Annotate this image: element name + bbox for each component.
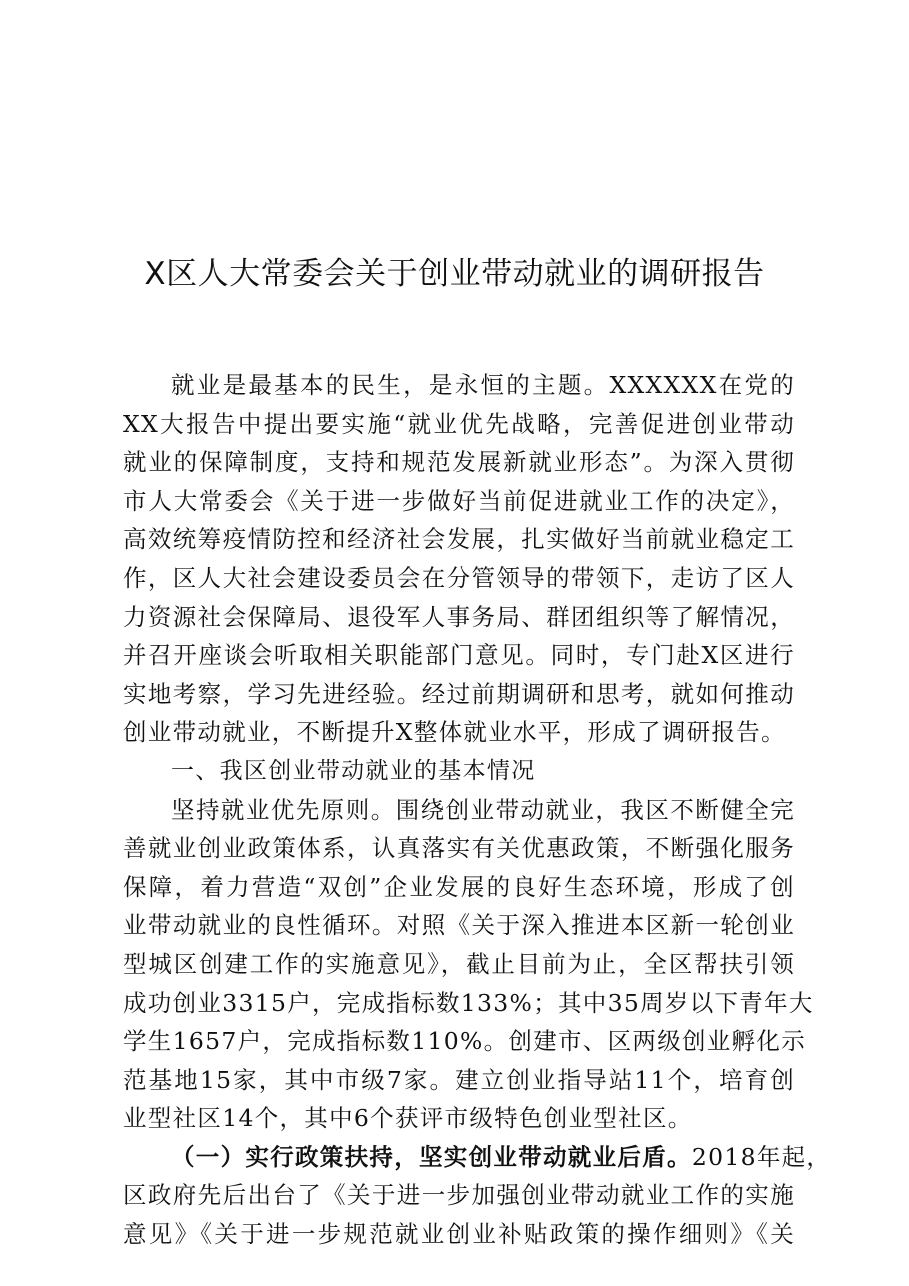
paragraph-2-line: 业型社区14个，其中6个获评市级特色创业型社区。: [123, 1104, 693, 1133]
document-body: [123, 366, 832, 1254]
paragraph-2-line: 学生1657户，完成指标数110%。创建市、区两级创业孵化示: [123, 1027, 806, 1056]
paragraph-2-line: 善就业创业政策体系，认真落实有关优惠政策，不断强化服务: [123, 834, 795, 863]
paragraph-3-line: [123, 1138, 832, 1177]
paragraph-2-line: 型城区创建工作的实施意见》，截止目前为止，全区帮扶引领: [123, 949, 795, 978]
paragraph-2-line: 坚持就业优先原则。围绕创业带动就业，我区不断健全完: [171, 795, 795, 824]
paragraph-1-line: 力资源社会保障局、退役军人事务局、群团组织等了解情况，: [123, 602, 795, 631]
paragraph-1-line: 就业的保障制度，支持和规范发展新就业形态”。为深入贯彻: [123, 448, 795, 477]
paragraph-3-line: 区政府先后出台了《关于进一步加强创业带动就业工作的实施: [123, 1181, 795, 1210]
paragraph-3-text: 2018年起，: [691, 1142, 832, 1171]
paragraph-1-line: 就业是最基本的民生，是永恒的主题。XXXXXX在党的: [171, 371, 795, 399]
section-heading: 一、我区创业带动就业的基本情况: [171, 757, 536, 784]
paragraph-1-line: 作，区人大社会建设委员会在分管领导的带领下，走访了区人: [123, 563, 795, 592]
paragraph-1-line: 创业带动就业，不断提升X整体就业水平，形成了调研报告。: [123, 718, 786, 747]
paragraph-2-line: 范基地15家，其中市级7家。建立创业指导站11个，培育创: [123, 1065, 795, 1094]
paragraph-1-line: 实地考察，学习先进经验。经过前期调研和思考，就如何推动: [123, 679, 795, 708]
document-title: X区人大常委会关于创业带动就业的调研报告: [144, 256, 765, 292]
paragraph-1-line: 市人大常委会《关于进一步做好当前促进就业工作的决定》，: [123, 486, 795, 515]
paragraph-1-line: XX大报告中提出要实施“就业优先战略，完善促进创业带动: [123, 409, 795, 438]
subsection-lead: （一）实行政策扶持，坚实创业带动就业后盾。: [171, 1142, 692, 1171]
paragraph-1-line: 高效统筹疫情防控和经济社会发展，扎实做好当前就业稳定工: [123, 525, 795, 554]
paragraph-2-line: 业带动就业的良性循环。对照《关于深入推进本区新一轮创业: [123, 911, 795, 940]
paragraph-3-line: 意见》《关于进一步规范就业创业补贴政策的操作细则》《关: [123, 1220, 795, 1249]
paragraph-2-line: 成功创业3315户，完成指标数133%；其中35周岁以下青年大: [123, 988, 814, 1017]
paragraph-1-line: 并召开座谈会听取相关职能部门意见。同时，专门赴X区进行: [123, 641, 795, 670]
paragraph-2-line: 保障，着力营造“双创”企业发展的良好生态环境，形成了创: [123, 872, 795, 901]
